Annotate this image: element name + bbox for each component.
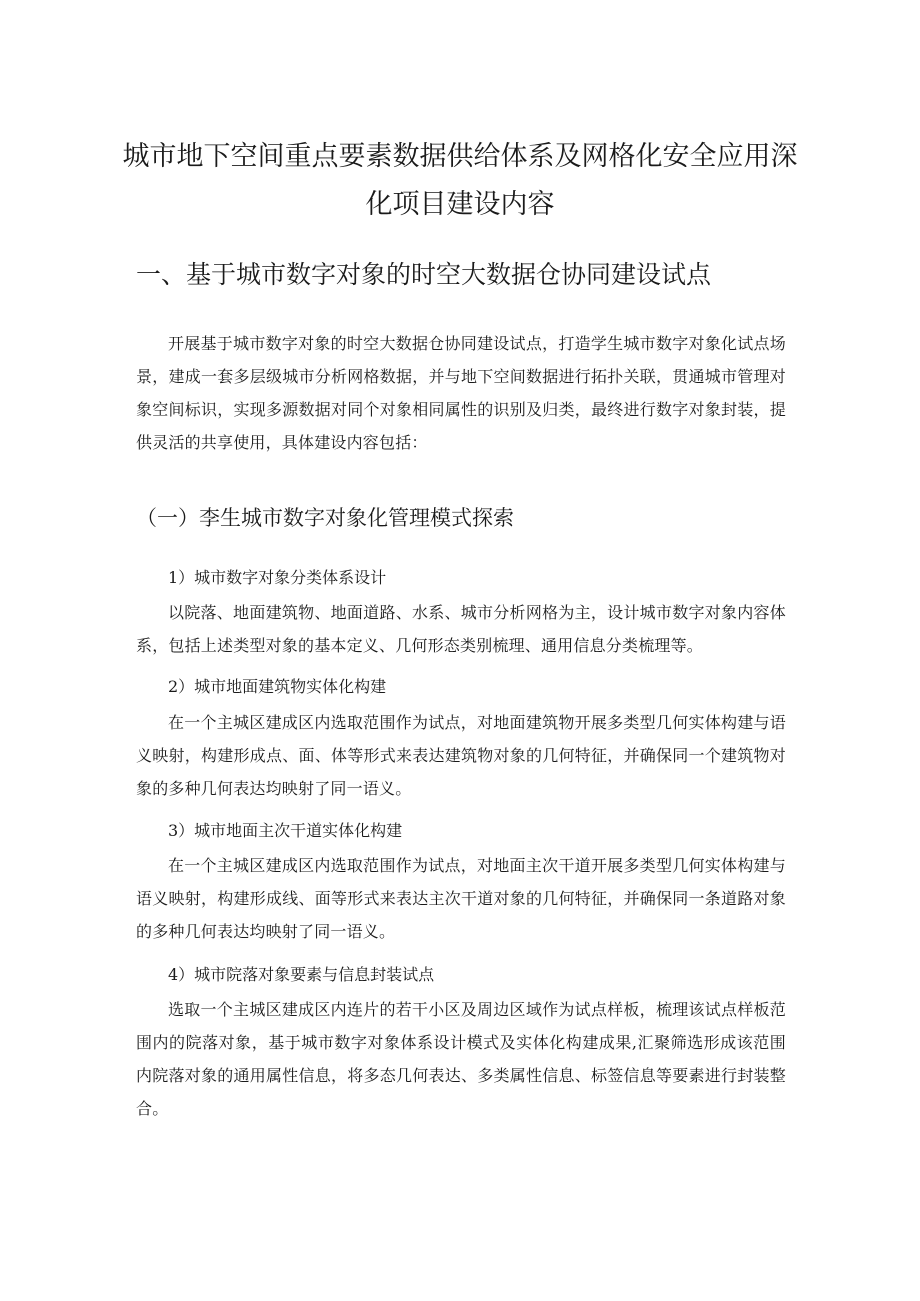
item-title-3: 3）城市地面主次干道实体化构建 xyxy=(168,821,403,840)
item-body-1: 以院落、地面建筑物、地面道路、水系、城市分析网格为主，设计城市数字对象内容体系，包括上述类型对象的基本定义、几何形态类别梳理、通用信息分类梳理等。 xyxy=(136,603,786,655)
item-body-2: 在一个主城区建成区内选取范围作为试点，对地面建筑物开展多类型几何实体构建与语义映射，构建形成点、面、体等形式来表达建筑物对象的几何特征，并确保同一个建筑物对象的多种几何表达均映射了同一语义。 xyxy=(136,713,786,798)
item-title-4: 4）城市院落对象要素与信息封装试点 xyxy=(168,965,435,984)
item-title-1: 1）城市数字对象分类体系设计 xyxy=(168,568,387,587)
document-title: 城市地下空间重点要素数据供给体系及网格化安全应用深化项目建设内容 xyxy=(122,141,798,220)
item-body-4: 选取一个主城区建成区内连片的若干小区及周边区域作为试点样板，梳理该试点样板范围内的院落对象，基于城市数字对象体系设计模式及实体化构建成果,汇聚筛选形成该范围内院落对象的通用属性信息，将多态几何表达、多类属性信息、标签信息等要素进行封装整合。 xyxy=(136,1000,786,1118)
subsection-heading: （一）李生城市数字对象化管理模式探索 xyxy=(136,506,514,530)
section-heading: 一、基于城市数字对象的时空大数据仓协同建设试点 xyxy=(136,260,712,289)
item-title-2: 2）城市地面建筑物实体化构建 xyxy=(168,677,387,696)
section-intro-paragraph: 开展基于城市数字对象的时空大数据仓协同建设试点，打造学生城市数字对象化试点场景，建成一套多层级城市分析网格数据，并与地下空间数据进行拓扑关联，贯通城市管理对象空间标识，实现多源数据对同个对象相同属性的识别及归类，最终进行数字对象封装，提供灵活的共享使用，具体建设内容包括： xyxy=(136,334,786,452)
item-body-3: 在一个主城区建成区内选取范围作为试点，对地面主次干道开展多类型几何实体构建与语义映射，构建形成线、面等形式来表达主次干道对象的几何特征，并确保同一条道路对象的多种几何表达均映射了同一语义。 xyxy=(136,856,786,941)
